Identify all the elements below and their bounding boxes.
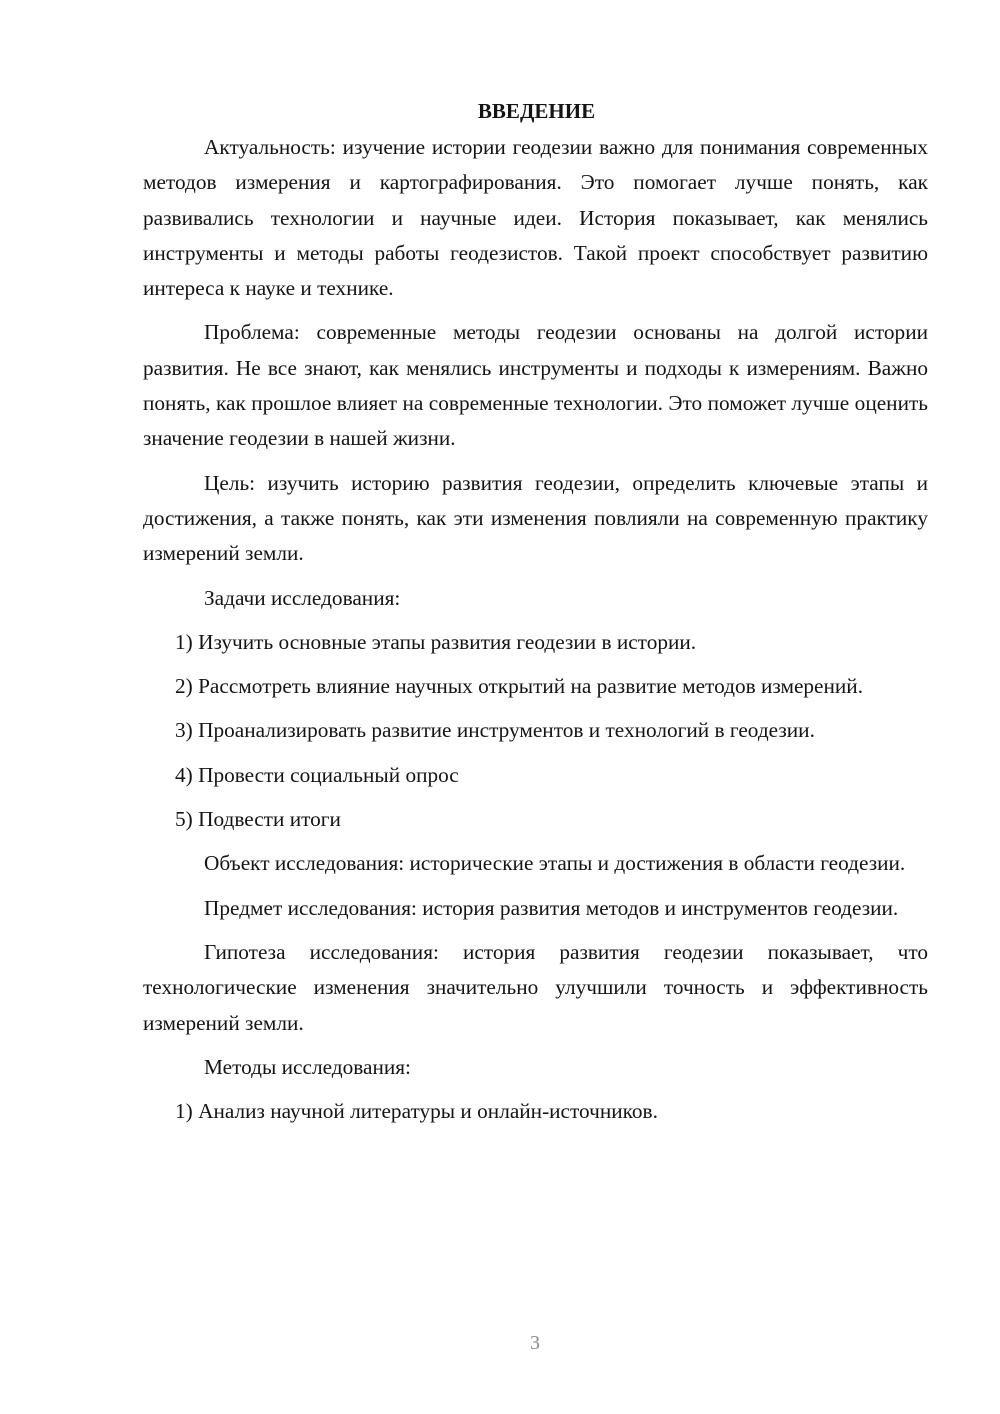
page-body <box>143 96 928 1138</box>
task-item: 4) Провести социальный опрос <box>175 762 459 787</box>
paragraph-object: Объект исследования: исторические этапы и достижения в области геодезии. <box>204 851 906 876</box>
paragraph-problem: Проблема: современные методы геодезии основаны на долгой истории развития. Не все знают, как менялись инструменты и подходы к измерениям. Важно понять, как прошлое влияет на современные технологии. Это поможет лучше оценить значение геодезии в нашей жизни. <box>143 320 928 451</box>
paragraph-hypothesis: Гипотеза исследования: история развития геодезии показывает, что технологические изменения значительно улучшили точность и эффективность измерений земли. <box>143 939 928 1035</box>
task-item: 1) Изучить основные этапы развития геодезии в истории. <box>175 629 697 654</box>
task-item: 3) Проанализировать развитие инструментов и технологий в геодезии. <box>175 718 815 743</box>
section-title: ВВЕДЕНИЕ <box>477 99 596 123</box>
paragraph-relevance: Актуальность: изучение истории геодезии важно для понимания современных методов измерения и картографирования. Это помогает лучше понять, как развивались технологии и научные идеи. История показывает, как менялись инструменты и методы работы геодезистов. Такой проект способствует развитию интереса к науке и технике. <box>143 135 928 301</box>
task-item: 2) Рассмотреть влияние научных открытий на развитие методов измерений. <box>175 674 864 699</box>
method-item: 1) Анализ научной литературы и онлайн-источников. <box>175 1099 658 1124</box>
page-number: 3 <box>530 1332 540 1354</box>
paragraph-subject: Предмет исследования: история развития методов и инструментов геодезии. <box>204 895 899 920</box>
tasks-heading: Задачи исследования: <box>204 585 401 610</box>
task-item: 5) Подвести итоги <box>175 807 341 832</box>
methods-heading: Методы исследования: <box>204 1054 411 1079</box>
paragraph-goal: Цель: изучить историю развития геодезии, определить ключевые этапы и достижения, а также понять, как эти изменения повлияли на современную практику измерений земли. <box>143 470 928 566</box>
